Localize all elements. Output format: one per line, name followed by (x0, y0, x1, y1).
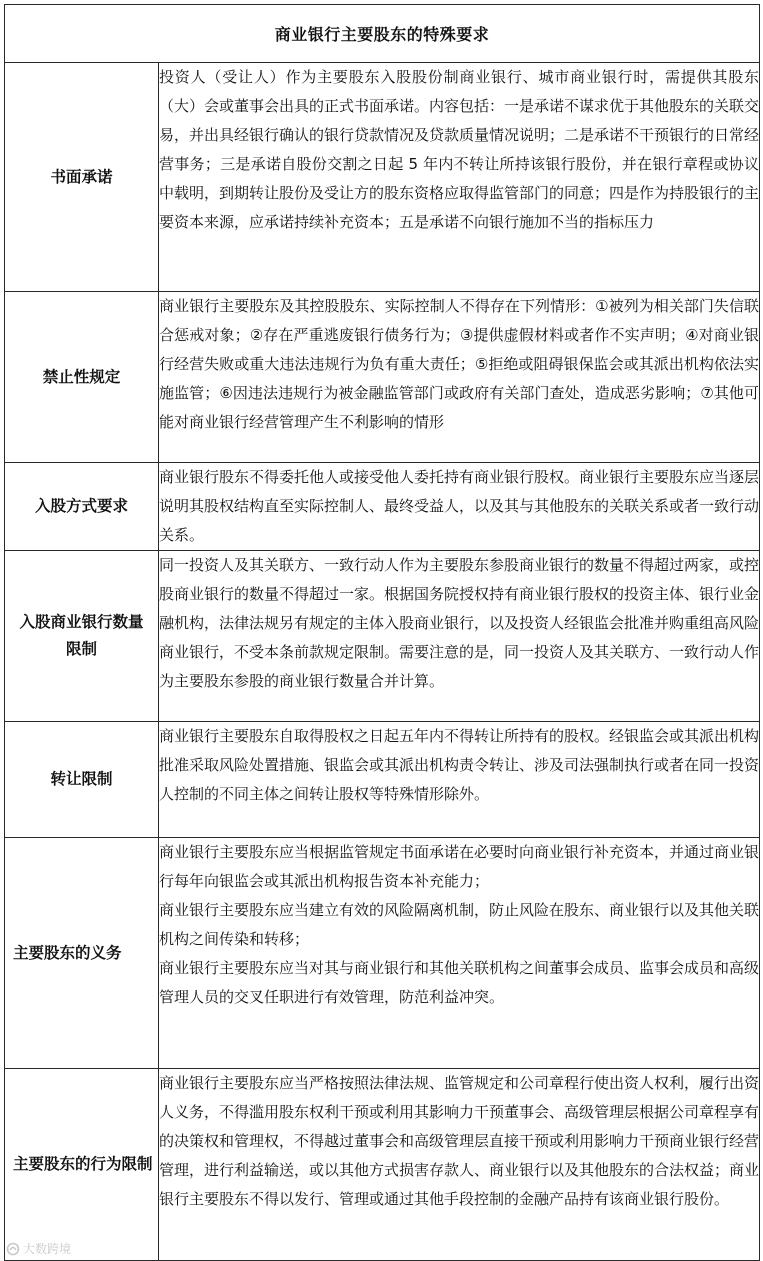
watermark-text: 大数跨境 (23, 1242, 72, 1256)
row-paragraph: 同一投资人及其关联方、一致行动人作为主要股东参股商业银行的数量不得超过两家，或控股商业银行的数量不得超过一家。根据国务院授权持有商业银行股权的投资主体、银行业金融机构，法律法规另有规定的主体入股商业银行，以及投资人经银监会批准并购重组高风险商业银行，不受本条前款规定限制。需要注意的是，同一投资人及其关联方、一致行动人作为主要股东参股的商业银行数量合并计算。 (159, 556, 760, 690)
table-row (5, 63, 760, 292)
table-row (5, 1069, 760, 1261)
row-content-cell (159, 838, 760, 1069)
row-label-cell (5, 292, 159, 463)
requirements-table (4, 4, 760, 1261)
row-label-cell (5, 1069, 159, 1261)
row-paragraph: 投资人（受让人）作为主要股东入股股份制商业银行、城市商业银行时，需提供其股东（大）会或董事会出具的正式书面承诺。内容包括：一是承诺不谋求优于其他股东的关联交易，并出具经银行确认的银行贷款情况及贷款质量情况说明；二是承诺不干预银行的日常经营事务；三是承诺自股份交割之日起 5 年内不转让所持该银行股份，并在银行章程或协议中载明，到期转让股份及受让方的股东资格应取得监管部门的同意；四是作为持股银行的主要资本来源，应承诺持续补充资本；五是承诺不向银行施加不当的指标压力 (159, 68, 760, 231)
row-label-cell (5, 463, 159, 551)
table-row (5, 838, 760, 1069)
row-label: 入股商业银行数量限制 (19, 613, 144, 658)
table-title-row (5, 5, 760, 63)
row-content-cell (159, 292, 760, 463)
watermark (6, 1240, 71, 1257)
row-content-cell (159, 463, 760, 551)
row-label-cell (5, 838, 159, 1069)
row-content-cell (159, 1069, 760, 1261)
row-paragraph: 商业银行主要股东自取得股权之日起五年内不得转让所持有的股权。经银监会或其派出机构批准采取风险处置措施、银监会或其派出机构责令转让、涉及司法强制执行或者在同一投资人控制的不同主体之间转让股权等特殊情形除外。 (159, 727, 760, 803)
row-label: 入股方式要求 (34, 497, 128, 515)
row-label-cell (5, 63, 159, 292)
row-paragraph: 商业银行主要股东应当严格按照法律法规、监管规定和公司章程行使出资人权利，履行出资人义务，不得滥用股东权利干预或利用其影响力干预董事会、高级管理层根据公司章程享有的决策权和管理权，不得越过董事会和高级管理层直接干预或利用影响力干预商业银行经营管理，进行利益输送，或以其他方式损害存款人、商业银行以及其他股东的合法权益；商业银行主要股东不得以发行、管理或通过其他手段控制的金融产品持有该商业银行股份。 (159, 1074, 760, 1208)
row-label: 转让限制 (50, 770, 113, 788)
table-title: 商业银行主要股东的特殊要求 (5, 5, 760, 63)
row-label: 书面承诺 (50, 167, 113, 186)
brand-logo-icon (6, 1242, 20, 1256)
row-content-cell (159, 63, 760, 292)
table-row (5, 551, 760, 722)
row-content-cell (159, 551, 760, 722)
table-row (5, 292, 760, 463)
row-label: 主要股东的行为限制 (13, 1155, 153, 1173)
row-label: 禁止性规定 (42, 367, 121, 386)
row-paragraph: 商业银行主要股东应当对其与商业银行和其他关联机构之间董事会成员、监事会成员和高级管理人员的交叉任职进行有效管理，防范利益冲突。 (159, 959, 760, 1006)
row-paragraph: 商业银行主要股东应当根据监管规定书面承诺在必要时向商业银行补充资本，并通过商业银行每年向银监会或其派出机构报告资本补充能力； (159, 843, 760, 890)
table-row (5, 463, 760, 551)
row-paragraph: 商业银行股东不得委托他人或接受他人委托持有商业银行股权。商业银行主要股东应当逐层说明其股权结构直至实际控制人、最终受益人，以及其与其他股东的关联关系或者一致行动关系。 (159, 468, 760, 544)
row-label: 主要股东的义务 (13, 943, 122, 962)
row-content-cell (159, 722, 760, 838)
table-row (5, 722, 760, 838)
row-paragraph: 商业银行主要股东应当建立有效的风险隔离机制，防止风险在股东、商业银行以及其他关联机构之间传染和转移； (159, 901, 760, 948)
row-label-cell (5, 722, 159, 838)
row-paragraph: 商业银行主要股东及其控股股东、实际控制人不得存在下列情形：①被列为相关部门失信联合惩戒对象；②存在严重逃废银行债务行为；③提供虚假材料或者作不实声明；④对商业银行经营失败或重大违法违规行为负有重大责任；⑤拒绝或阻碍银保监会或其派出机构依法实施监管；⑥因违法违规行为被金融监管部门或政府有关部门查处，造成恶劣影响；⑦其他可能对商业银行经营管理产生不利影响的情形 (159, 297, 760, 431)
row-label-cell (5, 551, 159, 722)
